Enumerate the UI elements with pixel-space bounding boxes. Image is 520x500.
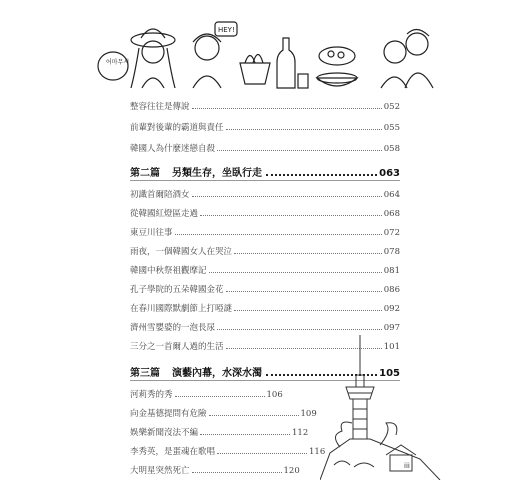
toc-entry[interactable] — [130, 300, 400, 314]
toc-entry-title: 李秀英，是蛋魂在歌唱 — [130, 447, 216, 457]
toc-entry-page: 081 — [383, 266, 400, 276]
toc-entry[interactable] — [130, 186, 400, 200]
toc-leader — [234, 252, 382, 254]
toc-leader — [234, 309, 382, 311]
toc-entry-title: 孔子學院的五朵韓國金花 — [130, 285, 224, 295]
toc-entry-title: 娛樂新聞沒法不編 — [130, 428, 199, 438]
divider — [130, 180, 400, 181]
part2-heading[interactable] — [130, 163, 400, 179]
toc-leader — [217, 452, 307, 454]
toc-entry-page: 068 — [383, 209, 400, 219]
page-number: iii — [404, 462, 410, 470]
speech-bubble-icon — [98, 52, 128, 80]
toc-leader — [226, 128, 382, 130]
part-label: 第二篇 — [130, 168, 160, 179]
toc-entry-title: 東豆川往事 — [130, 228, 173, 238]
toc-entry-page: 092 — [383, 304, 400, 314]
toc-entry-title: 從韓國紅燈區走過 — [130, 209, 199, 219]
toc-entry-page: 097 — [383, 323, 400, 333]
toc-entry[interactable] — [130, 119, 400, 133]
toc-leader — [192, 471, 282, 473]
hat-icon — [131, 33, 175, 47]
toc-leader — [217, 328, 382, 330]
toc-entry-title: 初識首爾陪酒女 — [130, 190, 190, 200]
toc-entry-title: 韓國中秋祭祖觀摩記 — [130, 266, 207, 276]
toc-entry-page: 055 — [383, 123, 400, 133]
toc-leader — [175, 233, 382, 235]
toc-entry-title: 前輩對後輩的霸道與責任 — [130, 123, 224, 133]
toc-leader — [209, 414, 299, 416]
boy-face-icon — [195, 36, 219, 60]
toc-entry-page: 058 — [383, 144, 400, 154]
toc-entry-page: 106 — [266, 390, 283, 400]
noodle-bowl-icon — [240, 63, 270, 84]
bubble2-text: HEY! — [218, 26, 235, 34]
toc-entry-title: 大明星突然死亡 — [130, 466, 190, 476]
seoul-tower-illustration — [320, 335, 445, 480]
toc-entry-page: 101 — [383, 342, 400, 352]
toc-leader — [200, 214, 382, 216]
toc-leader — [192, 107, 382, 109]
toc-leader — [217, 149, 382, 151]
part-page: 105 — [379, 368, 400, 379]
part-title: 演藝內幕，水深水濁 — [172, 368, 262, 379]
glass-icon — [298, 74, 308, 88]
toc-entry[interactable] — [130, 262, 400, 276]
toc-entry[interactable] — [130, 224, 400, 238]
part-label: 第三篇 — [130, 368, 160, 379]
toc-entry[interactable] — [130, 319, 400, 333]
soju-bottle-icon — [277, 38, 295, 88]
toc-entry-page: 072 — [383, 228, 400, 238]
toc-entry-page: 116 — [309, 447, 326, 457]
toc-entry-title: 韓國人為什麼迷戀自殺 — [130, 144, 216, 154]
toc-entry-title: 整容往往是傳說 — [130, 102, 190, 112]
toc-entry-title: 三分之一首爾人過的生活 — [130, 342, 224, 352]
toc-entry-page: 112 — [292, 428, 309, 438]
part-title: 另類生存，坐臥行走 — [172, 168, 262, 179]
toc-entry[interactable] — [130, 281, 400, 295]
toc-entry-page: 064 — [383, 190, 400, 200]
toc-entry-title: 在春川國際默劇節上打啞謎 — [130, 304, 233, 314]
toc-entry[interactable] — [130, 243, 400, 257]
couple-icon — [384, 41, 406, 63]
toc-entry-page: 078 — [383, 247, 400, 257]
toc-entry-page: 109 — [300, 409, 317, 419]
toc-leader — [175, 395, 265, 397]
toc-leader — [209, 271, 382, 273]
plate-icon — [319, 47, 355, 65]
toc-leader — [266, 173, 377, 176]
bubble1-text: 어마무시 — [106, 59, 130, 66]
toc-entry[interactable] — [130, 140, 400, 154]
illustration-banner — [95, 18, 440, 90]
toc-entry-page: 120 — [283, 466, 300, 476]
toc-entry[interactable] — [130, 205, 400, 219]
toc-leader — [226, 290, 382, 292]
part-page: 063 — [379, 168, 400, 179]
toc-entry-title: 濟州雪嬰婆的一泡長尿 — [130, 323, 216, 333]
toc-entry-title: 雨夜，一個韓國女人在哭泣 — [130, 247, 233, 257]
toc-entry-title: 向金基德提問有危險 — [130, 409, 207, 419]
toc-leader — [200, 433, 290, 435]
toc-entry-page: 052 — [383, 102, 400, 112]
toc-entry-title: 河莉秀的秀 — [130, 390, 173, 400]
toc-leader — [192, 195, 382, 197]
toc-entry-page: 086 — [383, 285, 400, 295]
toc-entry[interactable] — [130, 98, 400, 112]
